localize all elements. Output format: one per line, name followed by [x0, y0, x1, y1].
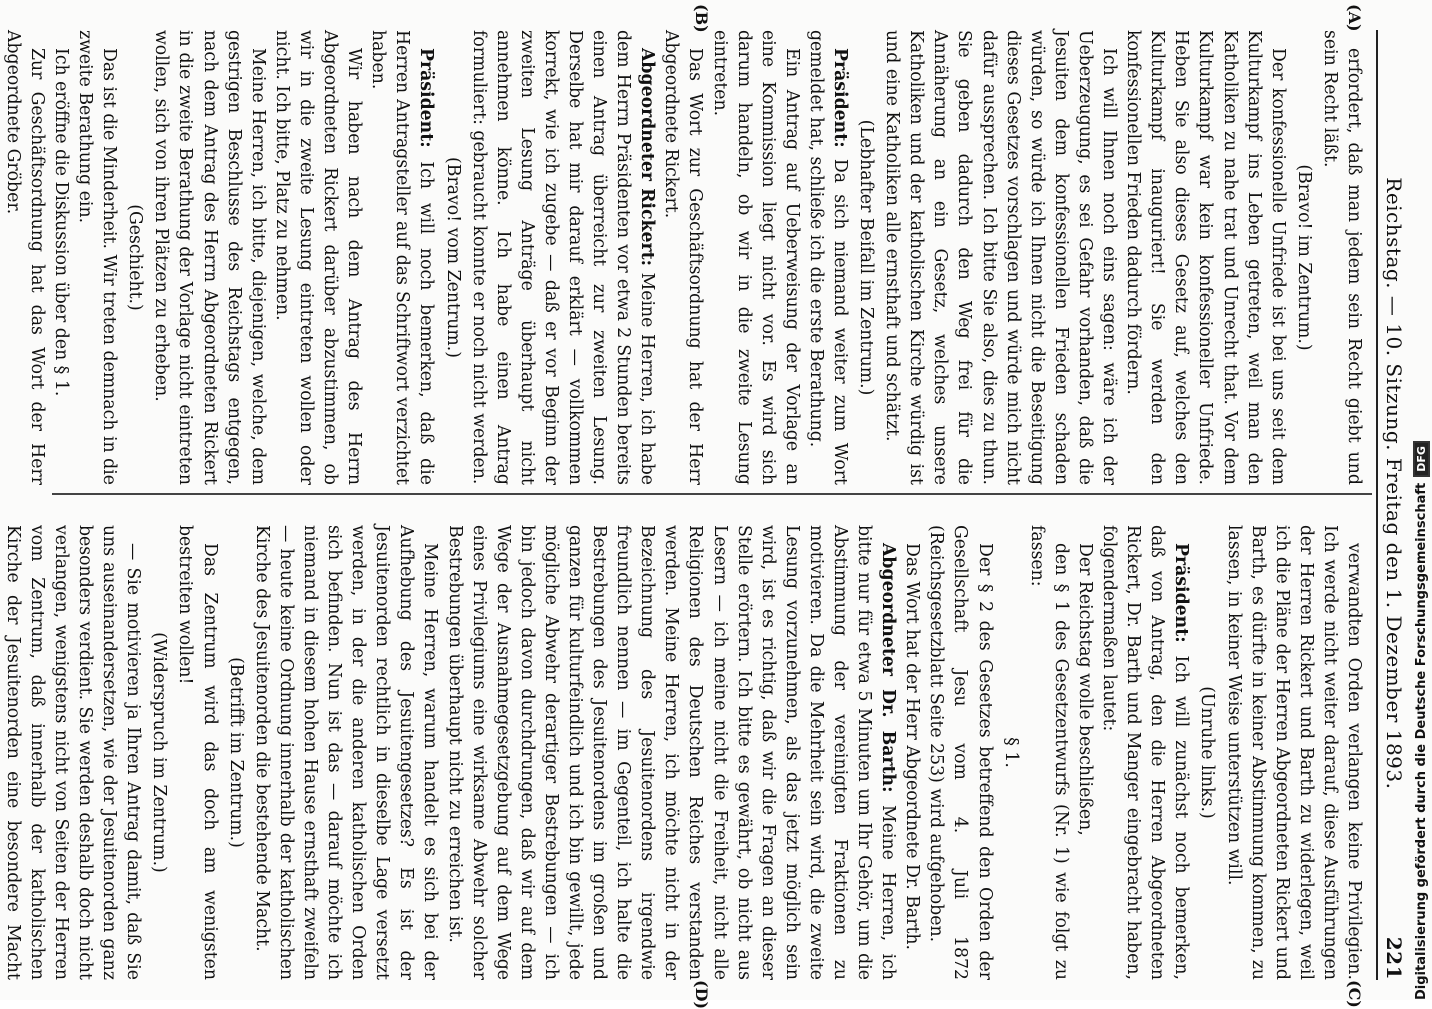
- paragraph: Der Reichstag wolle beschließen,: [1074, 543, 1095, 836]
- paragraph: Meine Herren, ich bitte, diejenigen, welche, dem gestrigen Beschlusse des Reichstags entgegen, nach dem Antrag des Herrn Abgeordneten Rickert in die zweite Berathung der Vorlage nicht eintreten wollen, sich von ihren Plätzen zu erheben.: [151, 30, 268, 485]
- paragraph: verwandten Orden verlangen keine Privilegien. Ich werde nicht weiter darauf, diese Ausführungen der Herren Rickert und Barth zu widerlegen, weil ich die Pläne der Herren Abgeordneten Rickert und Barth, es dürfte in keiner Abstimmung kommen, zu lassen, in keiner Weise unterstützen will.: [1223, 525, 1364, 980]
- margin-mark-d: (D): [692, 980, 711, 1009]
- paragraph: Zur Geschäftsordnung hat das Wort der Herr Abgeordnete Gröber.: [2, 30, 47, 485]
- paragraph: Ich eröffne die Diskussion über den § 1.: [51, 48, 72, 397]
- speech-text: Ich will zunächst noch bemerken, daß von Antrag, den die Herren Abgeordneten Rickert, Dr. Barth und Manger eingebracht haben, folgendermaßen lautet:: [1099, 525, 1192, 980]
- paragraph: Ich will Ihnen noch eins sagen: wäre ich der Ueberzeugung, es sei Gefahr vorhanden, daß die Jesuiten dem konfessionellen Frieden schaden würden, so würde ich Ihnen nicht die Beseitigung dieses Gesetzes vorschlagen und würde mich nicht dafür aussprechen. Ich bitte Sie also, dies zu thun. Sie geben dadurch den Weg frei für die Annäherung an ein Gesetz, welches unsere Katholiken und der katholischen Kirche würdig ist und eine Katholiken alle ernsthaft und schätzt.: [882, 30, 1120, 485]
- digitization-credit: [1413, 0, 1429, 1000]
- interjection: (Unruhe links.): [1197, 686, 1218, 819]
- paragraph: Das ist die Minderheit. Wir treten demnach in die zweite Berathung ein.: [75, 30, 120, 485]
- speaker-name: Präsident:: [830, 48, 851, 148]
- rotated-newspaper-page: [2, 0, 1416, 1009]
- speech-text: Meine Herren, ich bitte nur für etwa 5 Minuten um Ihr Gehör, um die Abstimmung der vereinigten Fraktionen zu motivieren. Da die Mehrheit sein wird, die zweite Lesung vorzunehmen, als das jetzt möglich sein wird, ist es richtig, daß wir die Fragen an dieser Stelle erörtern. Ich bitte es gewährt, ob nicht aus Lesern — ich meine nicht die Freiheit, nicht alle Religionen des Deutschen Reiches verstanden werden. Meine Herren, ich möchte nicht in der Bezeichnung des Jesuitenordens irgendwie freundlich nennen — im Gegenteil, ich halte die Bestrebungen des Jesuitenordens im großen und ganzen für kulturfeindlich und ich bin gewillt, jede mögliche Abwehr derartiger Bestrebungen — ich bin jedoch davon durchdrungen, daß wir auf dem Wege der Ausnahmegesetzgebung auf dem Wege eines Privilegiums eine wirksame Abwehr solcher Bestrebungen überhaupt nicht zu erreichen ist.: [444, 525, 899, 980]
- paragraph: Meine Herren, warum handelt es sich bei der Aufhebung des Jesuitengesetzes? Es ist der Jesuitenorden rechtlich in dieselbe Lage versetzt werden, in der die anderen katholischen Orden sich befinden. Nun ist das — darauf möchte ich niemand in diesem hohen Hause ernsthaft zweifeln — heute keine Ordnung innerhalb der katholischen Kirche des Jesuitenorden die bestehende Macht.: [251, 525, 441, 980]
- speaker-name: Abgeordneter Rickert:: [637, 48, 658, 266]
- paragraph: [467, 30, 660, 485]
- column-divider: [52, 493, 1372, 495]
- interjection: (Geschieht.): [125, 204, 146, 311]
- credit-text: Digitalisierung gefördert durch die Deutsche Forschungsgemeinschaft: [1413, 482, 1429, 1000]
- paragraph: Das Wort hat der Herr Abgeordnete Dr. Barth.: [902, 543, 923, 951]
- paragraph: [1097, 525, 1193, 980]
- paragraph: Der § 2 des Gesetzes betreffend den Orden der Gesellschaft Jesu vom 4. Juli 1872 (Reichsgesetzblatt Seite 253) wird aufgehoben.: [926, 525, 995, 980]
- interjection: (Widerspruch im Zentrum.): [149, 632, 170, 873]
- paragraph: Wir haben nach dem Antrag des Herrn Abgeordneten Rickert darüber abzustimmen, ob wir in die zweite Lesung eintreten wollen oder nicht. Ich bitte, Platz zu nehmen.: [271, 30, 365, 485]
- margin-mark-a: (A): [1345, 4, 1364, 32]
- paragraph: Das Wort zur Geschäftsordnung hat der Herr Abgeordnete Rickert.: [661, 30, 706, 485]
- header-title: Reichstag. — 10. Sitzung. Freitag den 1. Dezember 1893.: [1382, 177, 1406, 790]
- margin-mark-c: (C): [1345, 980, 1364, 1008]
- speaker-name: Abgeordneter Dr. Barth:: [878, 543, 899, 793]
- margin-mark-b: (B): [692, 4, 711, 33]
- paragraph: [0, 30, 1, 485]
- interjection: (Betrifft im Zentrum.): [225, 657, 246, 848]
- interjection: (Bravo! im Zentrum.): [1293, 164, 1314, 351]
- paragraph: [366, 30, 438, 485]
- dfg-logo: DFG: [1413, 441, 1430, 477]
- speaker-name: Präsident:: [1171, 543, 1192, 643]
- right-text-column: [0, 525, 1366, 980]
- speech-text: Da sich niemand weiter zum Wort gemeldet hat, schließe ich die erste Berathung.: [805, 30, 851, 485]
- paragraph: den § 1 des Gesetzentwurfs (Nr. 1) wie folgt zu fassen:: [1026, 525, 1071, 980]
- paragraph: Das Zentrum wird das doch am wenigsten bestreiten wollen!: [175, 525, 220, 980]
- page-header: [1376, 30, 1410, 980]
- paragraph: [442, 525, 900, 980]
- left-text-column: [0, 30, 1366, 485]
- interjection: (Lebhafter Beifall im Zentrum.): [856, 119, 877, 396]
- paragraph: erfordert, daß man jedem sein Recht giebt und sein Recht läßt.: [1319, 30, 1364, 485]
- paragraph: [804, 30, 852, 485]
- interjection: (Bravo! vom Zentrum.): [442, 157, 463, 358]
- paragraph: Ein Antrag auf Ueberweisung der Vorlage an eine Kommission liegt nicht vor. Es wird sich darum handeln, ob wir in die zweite Lesung eintreten.: [709, 30, 802, 485]
- paragraph: — Sie motivieren ja Ihren Antrag damit, daß Sie uns auseinandersetzen, wie der Jesuitenorden ganz besonders verdient. Sie werden deshalb doch nicht verlangen, wenigstens nicht von Seiten der Herren vom Zentrum, daß innerhalb der katholischen Kirche der Jesuitenorden eine besondere Macht: [2, 525, 144, 980]
- speech-text: Meine Herren, ich habe dem Herrn Präsidenten vor etwa 2 Stunden bereits einen Antrag überreicht zur zweiten Lesung. Derselbe hat mir darauf erklärt — vollkommen korrekt, wie ich zugebe — daß er vor Beginn der zweiten Lesung Anträge überhaupt nicht annehmen könne. Ich habe einen Antrag formuliert: gebraucht konnte er noch nicht werden.: [468, 30, 658, 485]
- paragraph: Der konfessionelle Unfriede ist bei uns seit dem Kulturkampf ins Leben getreten, weil man den Katholiken zu nahe trat und Unrecht that. Vor dem Kulturkampf war kein konfessioneller Unfriede. Heben Sie also dieses Gesetz auf, welches den Kulturkampf inauguriert! Sie werden den konfessionellen Frieden dadurch fördern.: [1123, 30, 1288, 485]
- speech-text: Ich will noch bemerken, daß die Herren Antragsteller auf das Schriftwort verzichtet haben.: [368, 30, 437, 485]
- speaker-name: Präsident:: [416, 48, 437, 148]
- right-page-number: 221: [1382, 936, 1406, 980]
- interjection: § 1.: [1000, 737, 1021, 768]
